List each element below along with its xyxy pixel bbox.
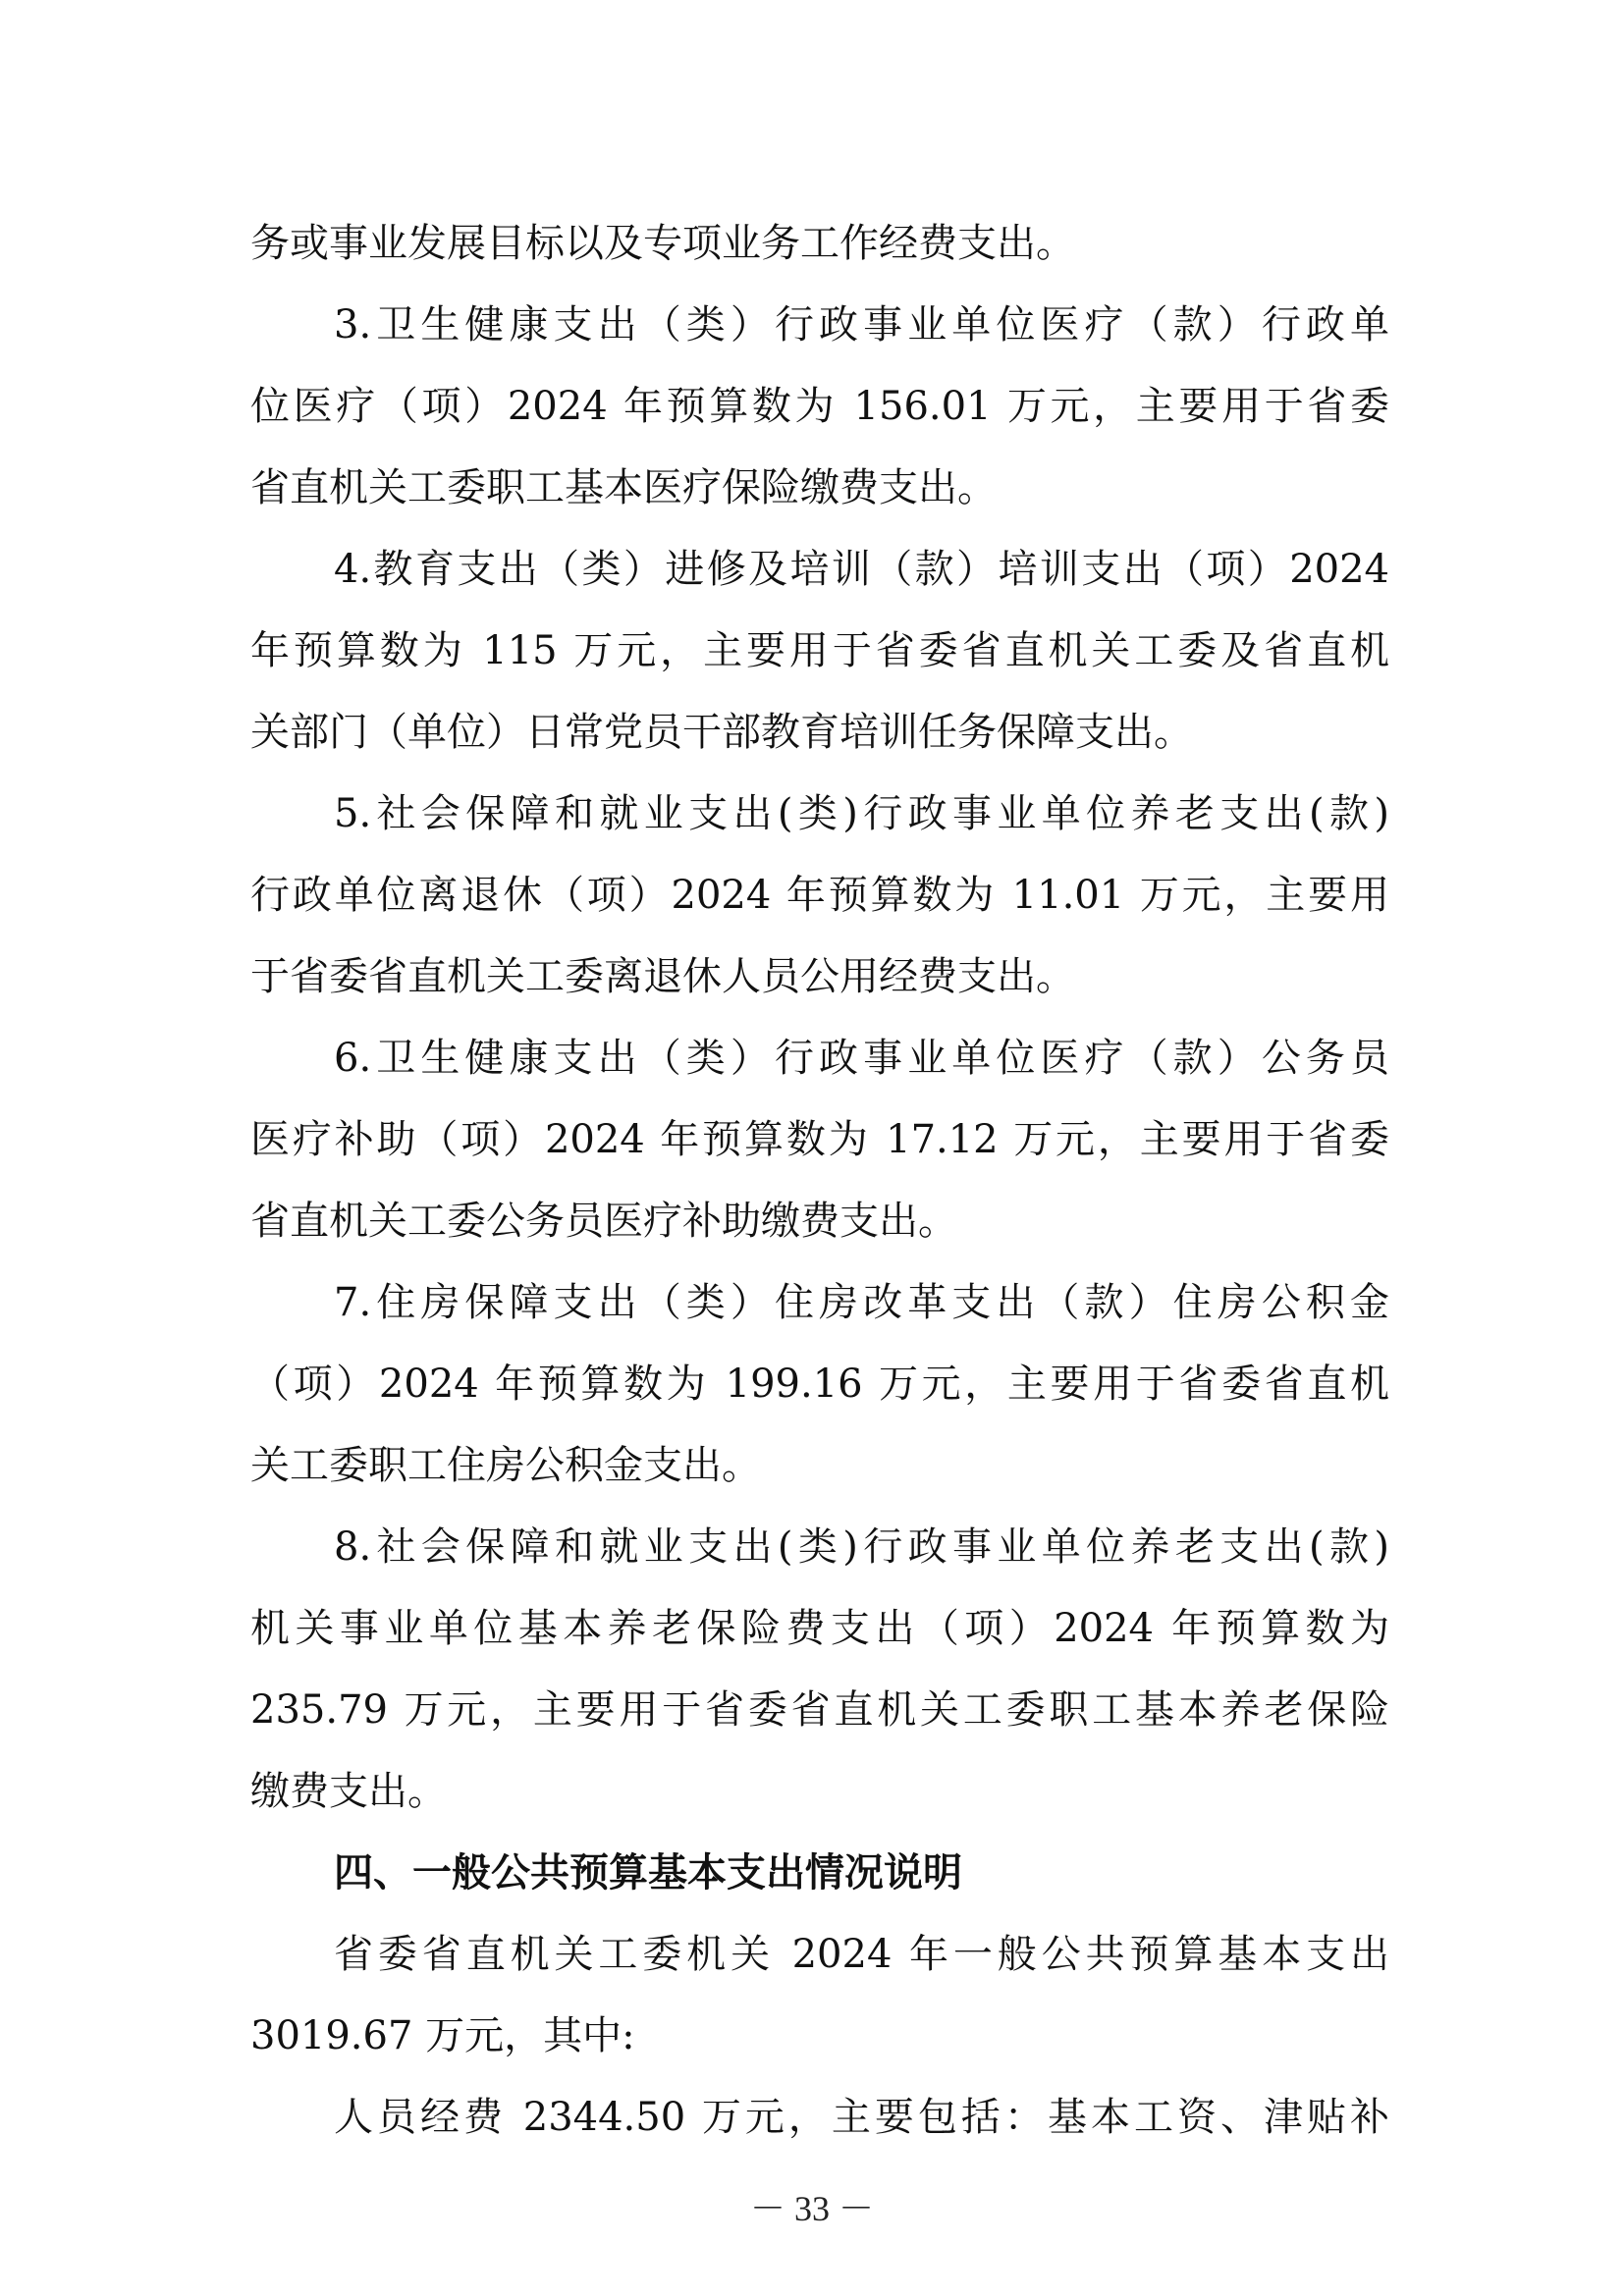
paragraph-line: 6.卫生健康支出（类）行政事业单位医疗（款）公务员: [334, 1036, 1389, 1081]
paragraph-line: 缴费支出。: [250, 1769, 447, 1814]
paragraph-line: 医疗补助（项）2024 年预算数为 17.12 万元，主要用于省委: [250, 1117, 1389, 1162]
paragraph-line: 人员经费 2344.50 万元，主要包括：基本工资、津贴补: [334, 2095, 1389, 2140]
paragraph-line: 8.社会保障和就业支出(类)行政事业单位养老支出(款): [334, 1524, 1389, 1570]
paragraph-line: 4.教育支出（类）进修及培训（款）培训支出（项）2024: [334, 547, 1389, 592]
paragraph-line: 年预算数为 115 万元，主要用于省委省直机关工委及省直机: [250, 628, 1389, 673]
paragraph-line: 3.卫生健康支出（类）行政事业单位医疗（款）行政单: [334, 302, 1389, 347]
paragraph-line: 务或事业发展目标以及专项业务工作经费支出。: [250, 221, 1075, 266]
paragraph-line: （项）2024 年预算数为 199.16 万元，主要用于省委省直机: [250, 1362, 1389, 1407]
paragraph-line: 机关事业单位基本养老保险费支出（项）2024 年预算数为: [250, 1606, 1389, 1651]
paragraph-line: 235.79 万元，主要用于省委省直机关工委职工基本养老保险: [250, 1687, 1389, 1733]
page-number: － 33 －: [749, 2189, 874, 2228]
paragraph-line: 位医疗（项）2024 年预算数为 156.01 万元，主要用于省委: [250, 384, 1389, 429]
paragraph-line: 省委省直机关工委机关 2024 年一般公共预算基本支出: [334, 1932, 1389, 1977]
paragraph-line: 于省委省直机关工委离退休人员公用经费支出。: [250, 954, 1075, 999]
section-heading: 四、一般公共预算基本支出情况说明: [334, 1850, 962, 1896]
paragraph-line: 7.住房保障支出（类）住房改革支出（款）住房公积金: [334, 1280, 1389, 1325]
paragraph-line: 行政单位离退休（项）2024 年预算数为 11.01 万元，主要用: [250, 873, 1389, 918]
paragraph-line: 5.社会保障和就业支出(类)行政事业单位养老支出(款): [334, 791, 1389, 836]
paragraph-line: 关部门（单位）日常党员干部教育培训任务保障支出。: [250, 710, 1193, 755]
paragraph-line: 3019.67 万元，其中:: [250, 2013, 635, 2058]
paragraph-line: 关工委职工住房公积金支出。: [250, 1443, 761, 1488]
paragraph-line: 省直机关工委职工基本医疗保险缴费支出。: [250, 465, 997, 510]
paragraph-line: 省直机关工委公务员医疗补助缴费支出。: [250, 1199, 957, 1244]
